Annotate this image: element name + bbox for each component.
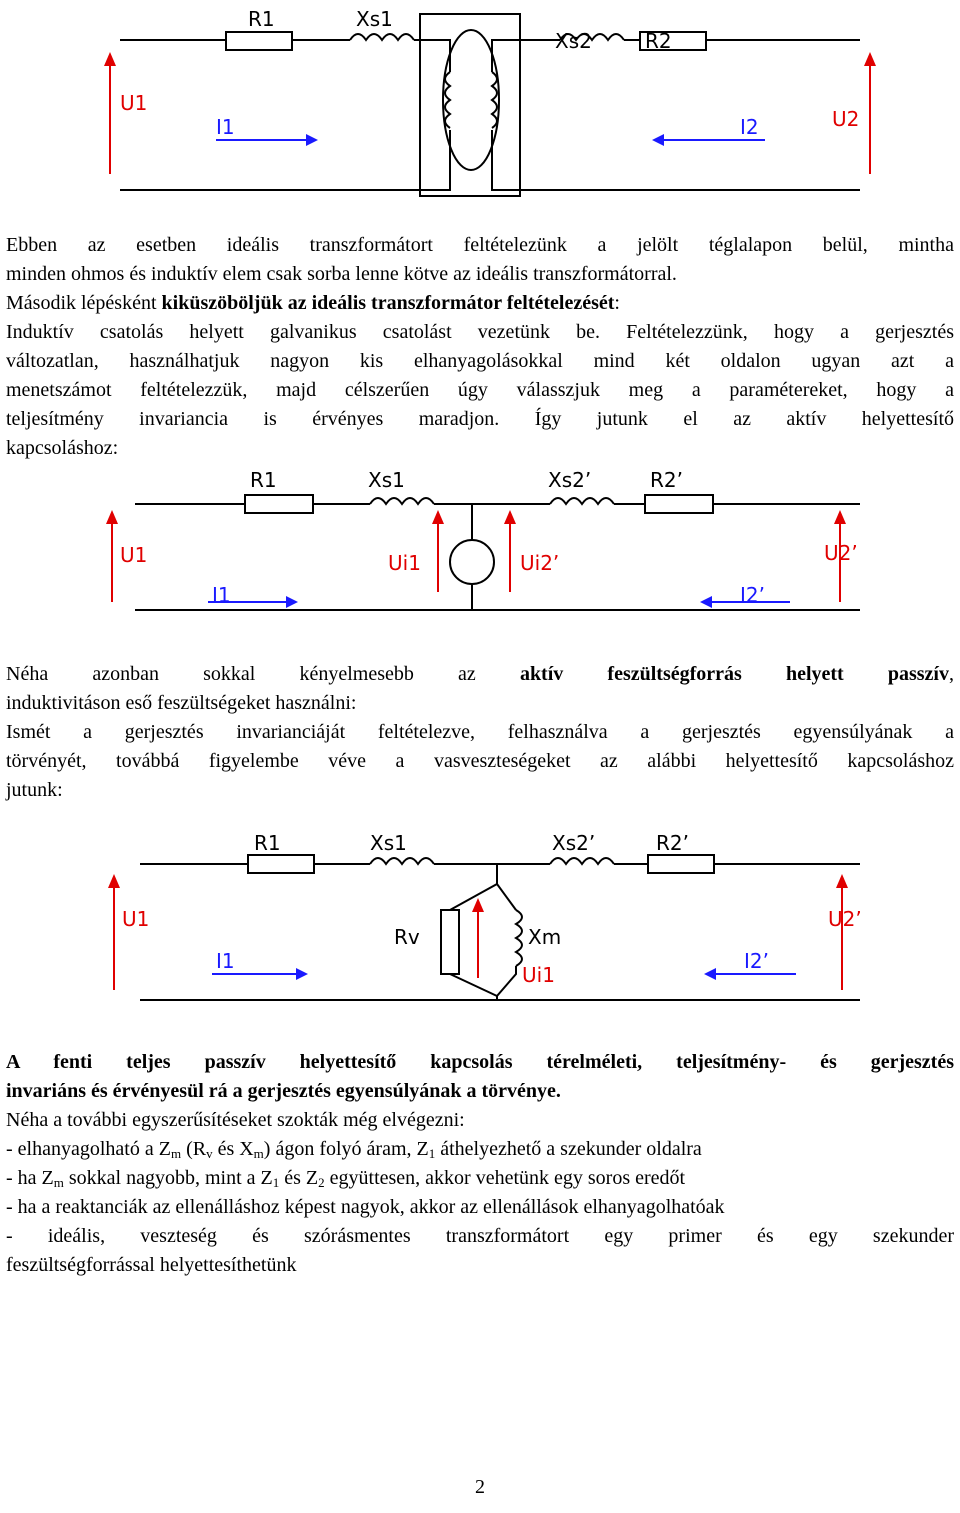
circuit-diagram-transformer xyxy=(100,0,880,210)
xm-label: Xm xyxy=(528,925,562,949)
u1-label: U1 xyxy=(120,91,148,115)
u1-label: U1 xyxy=(122,907,150,931)
r2-label: R2 xyxy=(645,29,672,53)
bold-text: kiküszöböljük az ideális transzformátor feltételezését xyxy=(161,292,615,314)
text-run: Második lépésként xyxy=(6,292,162,314)
text-line: Induktív csatolás helyett galvanikus csatolást vezetünk be. Feltételezzünk, hogy a gerjesztés xyxy=(6,321,954,343)
xs1-label: Xs1 xyxy=(370,831,407,855)
text-line xyxy=(6,289,954,318)
u2-label: U2 xyxy=(832,107,860,131)
text-run: sokkal nagyobb, mint a Z xyxy=(63,1167,273,1189)
xs2-label: Xs2’ xyxy=(552,831,596,855)
ui2-label: Ui2’ xyxy=(520,551,560,575)
r2-label: R2’ xyxy=(656,831,689,855)
subscript: 1 xyxy=(428,1146,436,1161)
text-line: Ebben az esetben ideális transzformátort feltételezünk a jelölt téglalapon belül, mintha xyxy=(6,234,954,256)
bullet-item xyxy=(6,1164,954,1193)
i1-label: I1 xyxy=(216,115,235,139)
text-line: Ismét a gerjesztés invarianciáját feltételezve, felhasználva a gerjesztés egyensúlyának a xyxy=(6,721,954,743)
text-run: , xyxy=(949,663,954,685)
bullet-item xyxy=(6,1135,954,1164)
r1-label: R1 xyxy=(250,468,277,492)
u2-label: U2’ xyxy=(824,541,858,565)
text-run: együttesen, akkor vehetünk egy soros eredőt xyxy=(324,1167,686,1189)
subscript: 2 xyxy=(318,1175,325,1190)
xs1-label: Xs1 xyxy=(356,7,393,31)
text-run: és Z xyxy=(279,1167,319,1189)
text-line: induktivitáson eső feszültségeket használni: xyxy=(6,692,357,714)
circuit-diagram-passive-equivalent xyxy=(100,822,870,1012)
paragraph-passive-equivalent xyxy=(6,660,954,805)
circuit-diagram-active-equivalent xyxy=(100,462,870,632)
text-line: változatlan, használhatjuk nagyon kis elhanyagolásokkal mind két oldalon ugyan azt a xyxy=(6,350,954,372)
bullet-item-continuation: feszültségforrással helyettesíthetünk xyxy=(6,1254,297,1276)
text-run: - ha Z xyxy=(6,1167,54,1189)
rv-label: Rv xyxy=(394,925,420,949)
text-line: minden ohmos és induktív elem csak sorba lenne kötve az ideális transzformátorral. xyxy=(6,263,677,285)
text-run: és X xyxy=(212,1138,254,1160)
text-run: Néha azonban sokkal kényelmesebb az xyxy=(6,663,520,685)
text-line: jutunk: xyxy=(6,779,63,801)
r2-label: R2’ xyxy=(650,468,683,492)
subscript: m xyxy=(53,1175,64,1190)
ui1-label: Ui1 xyxy=(522,963,555,987)
text-run: áthelyezhető a szekunder oldalra xyxy=(435,1138,702,1160)
paragraph-ideal-transformer xyxy=(6,231,954,463)
text-line: menetszámot feltételezzük, majd célszerűen úgy válasszjuk meg a paramétereket, hogy a xyxy=(6,379,954,401)
i2-label: I2’ xyxy=(744,949,769,973)
i1-label: I1 xyxy=(212,583,231,607)
xs2-label: Xs2’ xyxy=(548,468,592,492)
text-run: - elhanyagolható a Z xyxy=(6,1138,171,1160)
text-line: teljesítmény invariancia is érvényes maradjon. Így jutunk el az aktív helyettesítő xyxy=(6,408,954,430)
bold-text-line: A fenti teljes passzív helyettesítő kapcsolás térelméleti, teljesítmény- és gerjesztés xyxy=(6,1051,954,1073)
u2-label: U2’ xyxy=(828,907,862,931)
xs2-label: Xs2 xyxy=(555,29,592,53)
bold-text-line: invariáns és érvényesül rá a gerjesztés egyensúlyának a törvénye. xyxy=(6,1080,561,1102)
text-run: (R xyxy=(181,1138,207,1160)
r1-label: R1 xyxy=(248,7,275,31)
bullet-item: - ideális, veszteség és szórásmentes transzformátort egy primer és egy szekunder xyxy=(6,1225,954,1247)
text-line: kapcsoláshoz: xyxy=(6,437,119,459)
text-line xyxy=(6,660,954,689)
i1-label: I1 xyxy=(216,949,235,973)
xs1-label: Xs1 xyxy=(368,468,405,492)
ui1-label: Ui1 xyxy=(388,551,421,575)
bold-text: aktív feszültségforrás helyett passzív xyxy=(519,663,949,685)
page-number: 2 xyxy=(475,1476,485,1498)
subscript: 1 xyxy=(272,1175,280,1190)
subscript: v xyxy=(206,1146,213,1161)
i2-label: I2 xyxy=(740,115,759,139)
i2-label: I2’ xyxy=(740,583,765,607)
u1-label: U1 xyxy=(120,543,148,567)
text-line: törvényét, továbbá figyelembe véve a vasveszteségeket az alábbi helyettesítő kapcsoláshoz xyxy=(6,750,954,772)
bullet-item: - ha a reaktanciák az ellenálláshoz képest nagyok, akkor az ellenállások elhanyagolhatóak xyxy=(6,1196,725,1218)
subscript: m xyxy=(170,1146,182,1161)
text-run: : xyxy=(614,292,620,314)
paragraph-simplifications xyxy=(6,1048,954,1280)
text-run: ) ágon folyó áram, Z xyxy=(263,1138,429,1160)
text-line: Néha a további egyszerűsítéseket szokták még elvégezni: xyxy=(6,1109,465,1131)
r1-label: R1 xyxy=(254,831,281,855)
subscript: m xyxy=(253,1146,264,1161)
